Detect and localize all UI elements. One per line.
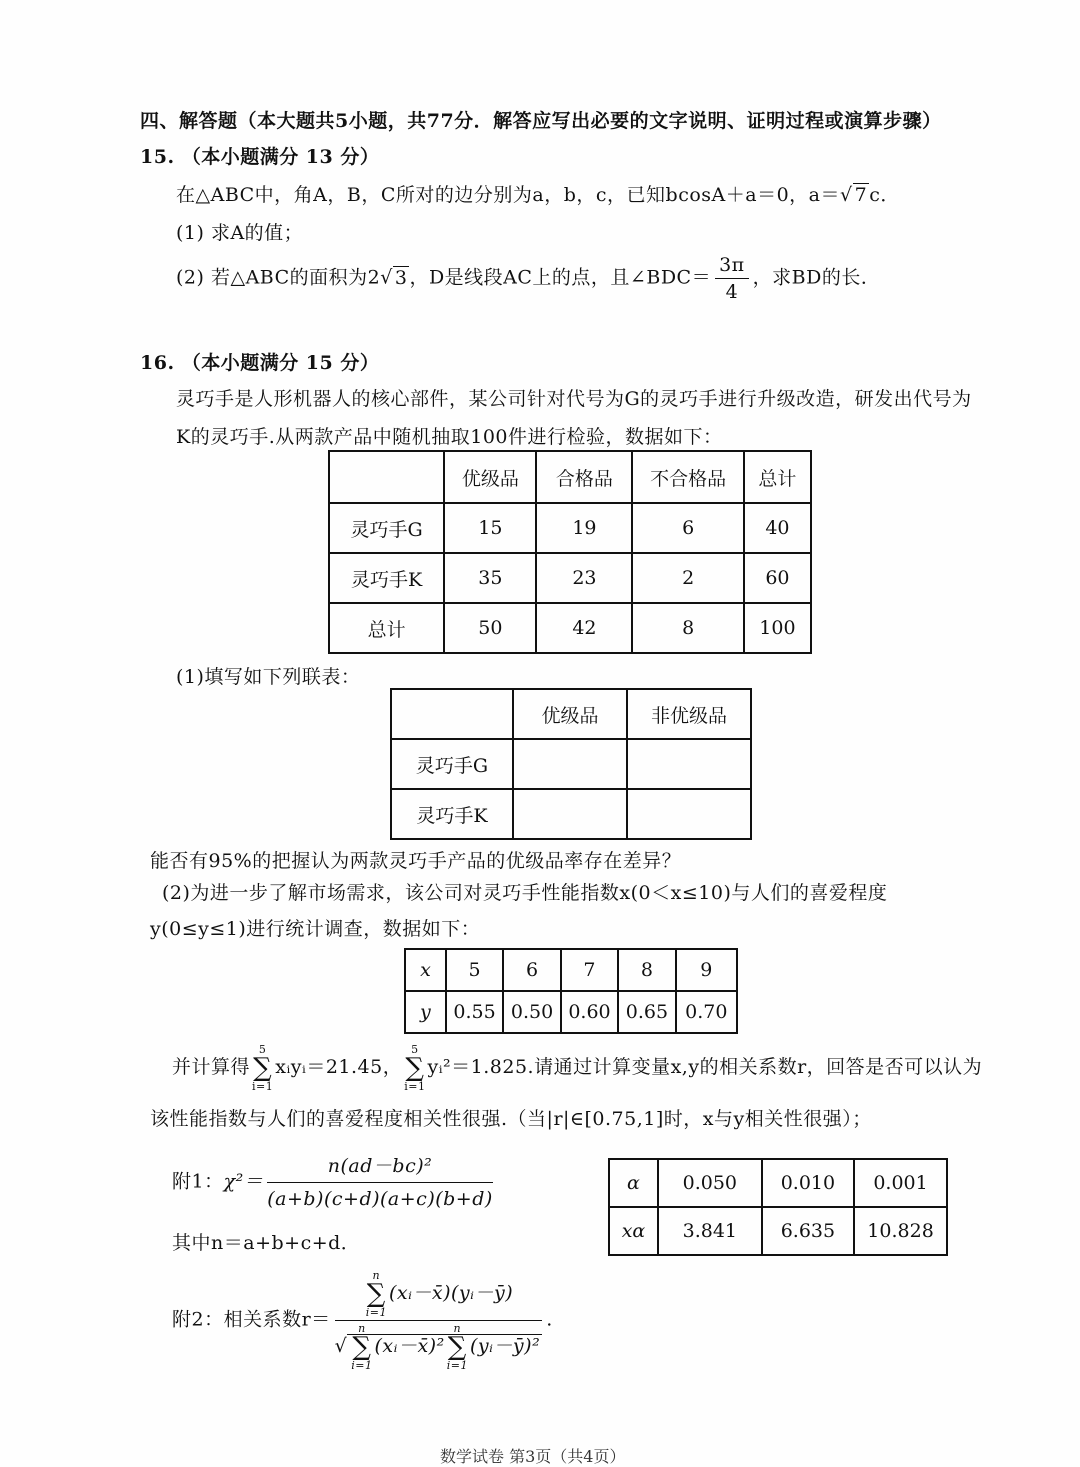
q16-part2-line1: (2)为进一步了解市场需求，该公司对灵巧手性能指数x(0＜x≤10)与人们的喜爱程度 [162,882,888,904]
table-header-row [329,451,811,503]
table-cell: 40 [744,503,811,553]
table-cell: 灵巧手K [329,553,444,603]
table-cell: 0.60 [561,991,618,1033]
table-header-cell: 优级品 [513,689,627,739]
table-cell: 6 [632,503,743,553]
chi-square-fraction [267,1152,493,1213]
alpha-label: α [609,1159,658,1207]
q16-part2-line2: y(0≤y≤1)进行统计调查，数据如下： [150,918,481,940]
table-cell: 0.001 [854,1159,947,1207]
n-definition: 其中n＝a+b+c+d． [172,1232,361,1254]
table-cell: 100 [744,603,811,653]
sigma: ∑ [366,1279,386,1309]
table-row [609,1159,947,1207]
x-row-label: x [405,949,446,991]
r-den-body-2: (yᵢ－ȳ)² [469,1335,541,1357]
sum-lower-limit: i=1 [252,1080,274,1093]
q15-part2: (2) 若△ABC的面积为2√ 3 ，D是线段AC上的点，且∠BDC＝ $\frac{3\pi}{4}$ ，求BD的长． [176,254,881,303]
table-cell: 23 [536,553,632,603]
table-cell: 灵巧手G [329,503,444,553]
table-cell: 15 [444,503,536,553]
table-cell: 0.010 [762,1159,854,1207]
table-cell: 35 [444,553,536,603]
table-header-cell [329,451,444,503]
q15-part2-sqrt: 3 [394,266,408,289]
q15-part2-text: (2) 若△ABC的面积为2 [176,266,381,289]
blank-cell [513,739,627,789]
x-alpha-label: xα [609,1207,658,1255]
table-cell: 灵巧手K [391,789,513,839]
sigma: ∑ [447,1332,467,1362]
table-row [405,991,737,1033]
table-cell: 6.635 [762,1207,854,1255]
blank-cell [513,789,627,839]
r-numerator [335,1270,543,1321]
q16-heading [140,348,379,375]
q16-intro-line1: 灵巧手是人形机器人的核心部件，某公司针对代号为G的灵巧手进行升级改造，研发出代号为 [176,388,972,410]
q15-heading [140,142,379,169]
q15-frac-num: 3π [715,254,749,279]
table-cell: 0.55 [446,991,503,1033]
q16-intro-line2: K的灵巧手.从两款产品中随机抽取100件进行检验，数据如下： [176,426,723,448]
sum-upper-limit: n [372,1269,381,1282]
table-header-cell: 合格品 [536,451,632,503]
q15-part1: (1) 求A的值； [176,222,304,244]
sum-upper-limit: n [453,1322,462,1335]
critical-value-table [608,1158,948,1256]
r-den-body-1: (xᵢ－x̄)² [374,1335,445,1357]
table-header-cell: 优级品 [444,451,536,503]
r-denominator: √ n ∑ i=1 (xᵢ－x̄)² n ∑ i=1 (yᵢ－ȳ)² [334,1322,541,1372]
table-cell: 8 [632,603,743,653]
chi-numerator: n(ad－bc)² [267,1152,493,1183]
sum-lower-limit: i=1 [351,1359,373,1372]
table-row [391,739,751,789]
table-row [405,949,737,991]
r-num-sum [366,1270,387,1318]
table-cell: 10.828 [854,1207,947,1255]
calc-xy-sum: xᵢyᵢ＝21.45， [275,1056,403,1078]
table-header-cell: 总计 [744,451,811,503]
table-row [329,603,811,653]
table-header-cell [391,689,513,739]
r-denominator-sqrt [347,1322,542,1372]
page-footer: 数学试卷 第3页（共4页） [440,1447,626,1466]
table-cell: 2 [632,553,743,603]
contingency-table [390,688,752,840]
q15-intro: 在△ABC中，角A，B，C所对的边分别为a，b，c，已知bcosA＋a＝0，a＝√ 7 c． [176,184,900,206]
table-row [329,503,811,553]
table-cell: 50 [444,603,536,653]
q15-part2-tail: ，求BD的长． [752,266,881,289]
table-row [329,553,811,603]
calc-prefix: 并计算得 [172,1056,251,1078]
appendix1-label: 附1： [172,1170,224,1193]
q15-number: 15. [140,146,175,168]
q16-calc-line2: 该性能指数与人们的喜爱程度相关性很强.（当|r|∈[0.75,1]时，x与y相关性很强）； [150,1108,872,1130]
q15-intro-sqrt: 7 [854,184,868,206]
q16-question1: 能否有95%的把握认为两款灵巧手产品的优级品率存在差异？ [150,850,682,872]
sum-lower-limit: i=1 [404,1080,426,1093]
calc-y2-sum: yᵢ²＝1.825.请通过计算变量x,y的相关系数r，回答是否可以认为 [427,1056,983,1078]
table-row [609,1207,947,1255]
table-header-row [391,689,751,739]
q16-calc-line [172,1044,982,1092]
q15-intro-tail: c． [869,184,900,206]
sigma: ∑ [253,1053,273,1083]
product-quality-table [328,450,812,654]
appendix1-formula [172,1152,497,1213]
q15-intro-text: 在△ABC中，角A，B，C所对的边分别为a，b，c，已知bcosA＋a＝0，a＝ [176,184,840,206]
sigma: ∑ [405,1053,425,1083]
chi-denominator: (a+b)(c+d)(a+c)(b+d) [267,1188,493,1210]
chi-square-lhs: χ²＝ [223,1170,264,1193]
table-cell: 42 [536,603,632,653]
q15-part2-mid: ，D是线段AC上的点，且∠BDC＝ [409,266,712,289]
r-end: . [546,1308,553,1331]
table-cell: 5 [446,949,503,991]
table-cell: 0.050 [658,1159,762,1207]
y-row-label: y [405,991,446,1033]
blank-cell [627,789,751,839]
section-header: 四、解答题（本大题共5小题，共77分．解答应写出必要的文字说明、证明过程或演算步骤） [140,110,942,132]
q15-score: （本小题满分 13 分） [181,146,380,168]
blank-cell [627,739,751,789]
q16-part1-label: (1)填写如下列联表： [176,666,361,688]
sum-upper-limit: 5 [411,1043,419,1056]
q15-angle-fraction [715,254,749,303]
table-cell: 7 [561,949,618,991]
r-fraction [335,1270,543,1371]
r-den-sum-1 [351,1323,372,1371]
table-header-cell: 不合格品 [632,451,743,503]
sum-symbol-2 [404,1044,425,1092]
sum-symbol-1 [252,1044,273,1092]
q15-frac-den: 4 [725,281,739,303]
table-cell: 0.50 [503,991,560,1033]
table-row [391,789,751,839]
xy-data-table [404,948,738,1034]
sigma: ∑ [352,1332,372,1362]
r-den-sum-2 [447,1323,468,1371]
q16-number: 16. [140,352,175,374]
table-cell: 60 [744,553,811,603]
table-cell: 3.841 [658,1207,762,1255]
sum-upper-limit: 5 [258,1043,267,1056]
table-cell: 19 [536,503,632,553]
sum-lower-limit: i=1 [365,1306,387,1319]
r-numerator-body: (xᵢ－x̄)(yᵢ－ȳ) [388,1282,514,1304]
table-cell: 9 [676,949,737,991]
sum-upper-limit: n [358,1322,366,1335]
table-cell: 8 [618,949,675,991]
appendix2-formula [172,1270,553,1371]
table-cell: 0.65 [618,991,675,1033]
table-header-cell: 非优级品 [627,689,751,739]
appendix2-label: 附2：相关系数r＝ [172,1308,331,1331]
table-cell: 总计 [329,603,444,653]
table-cell: 灵巧手G [391,739,513,789]
table-cell: 6 [503,949,560,991]
sum-lower-limit: i=1 [446,1359,468,1372]
q16-score: （本小题满分 15 分） [181,352,380,374]
table-cell: 0.70 [676,991,737,1033]
